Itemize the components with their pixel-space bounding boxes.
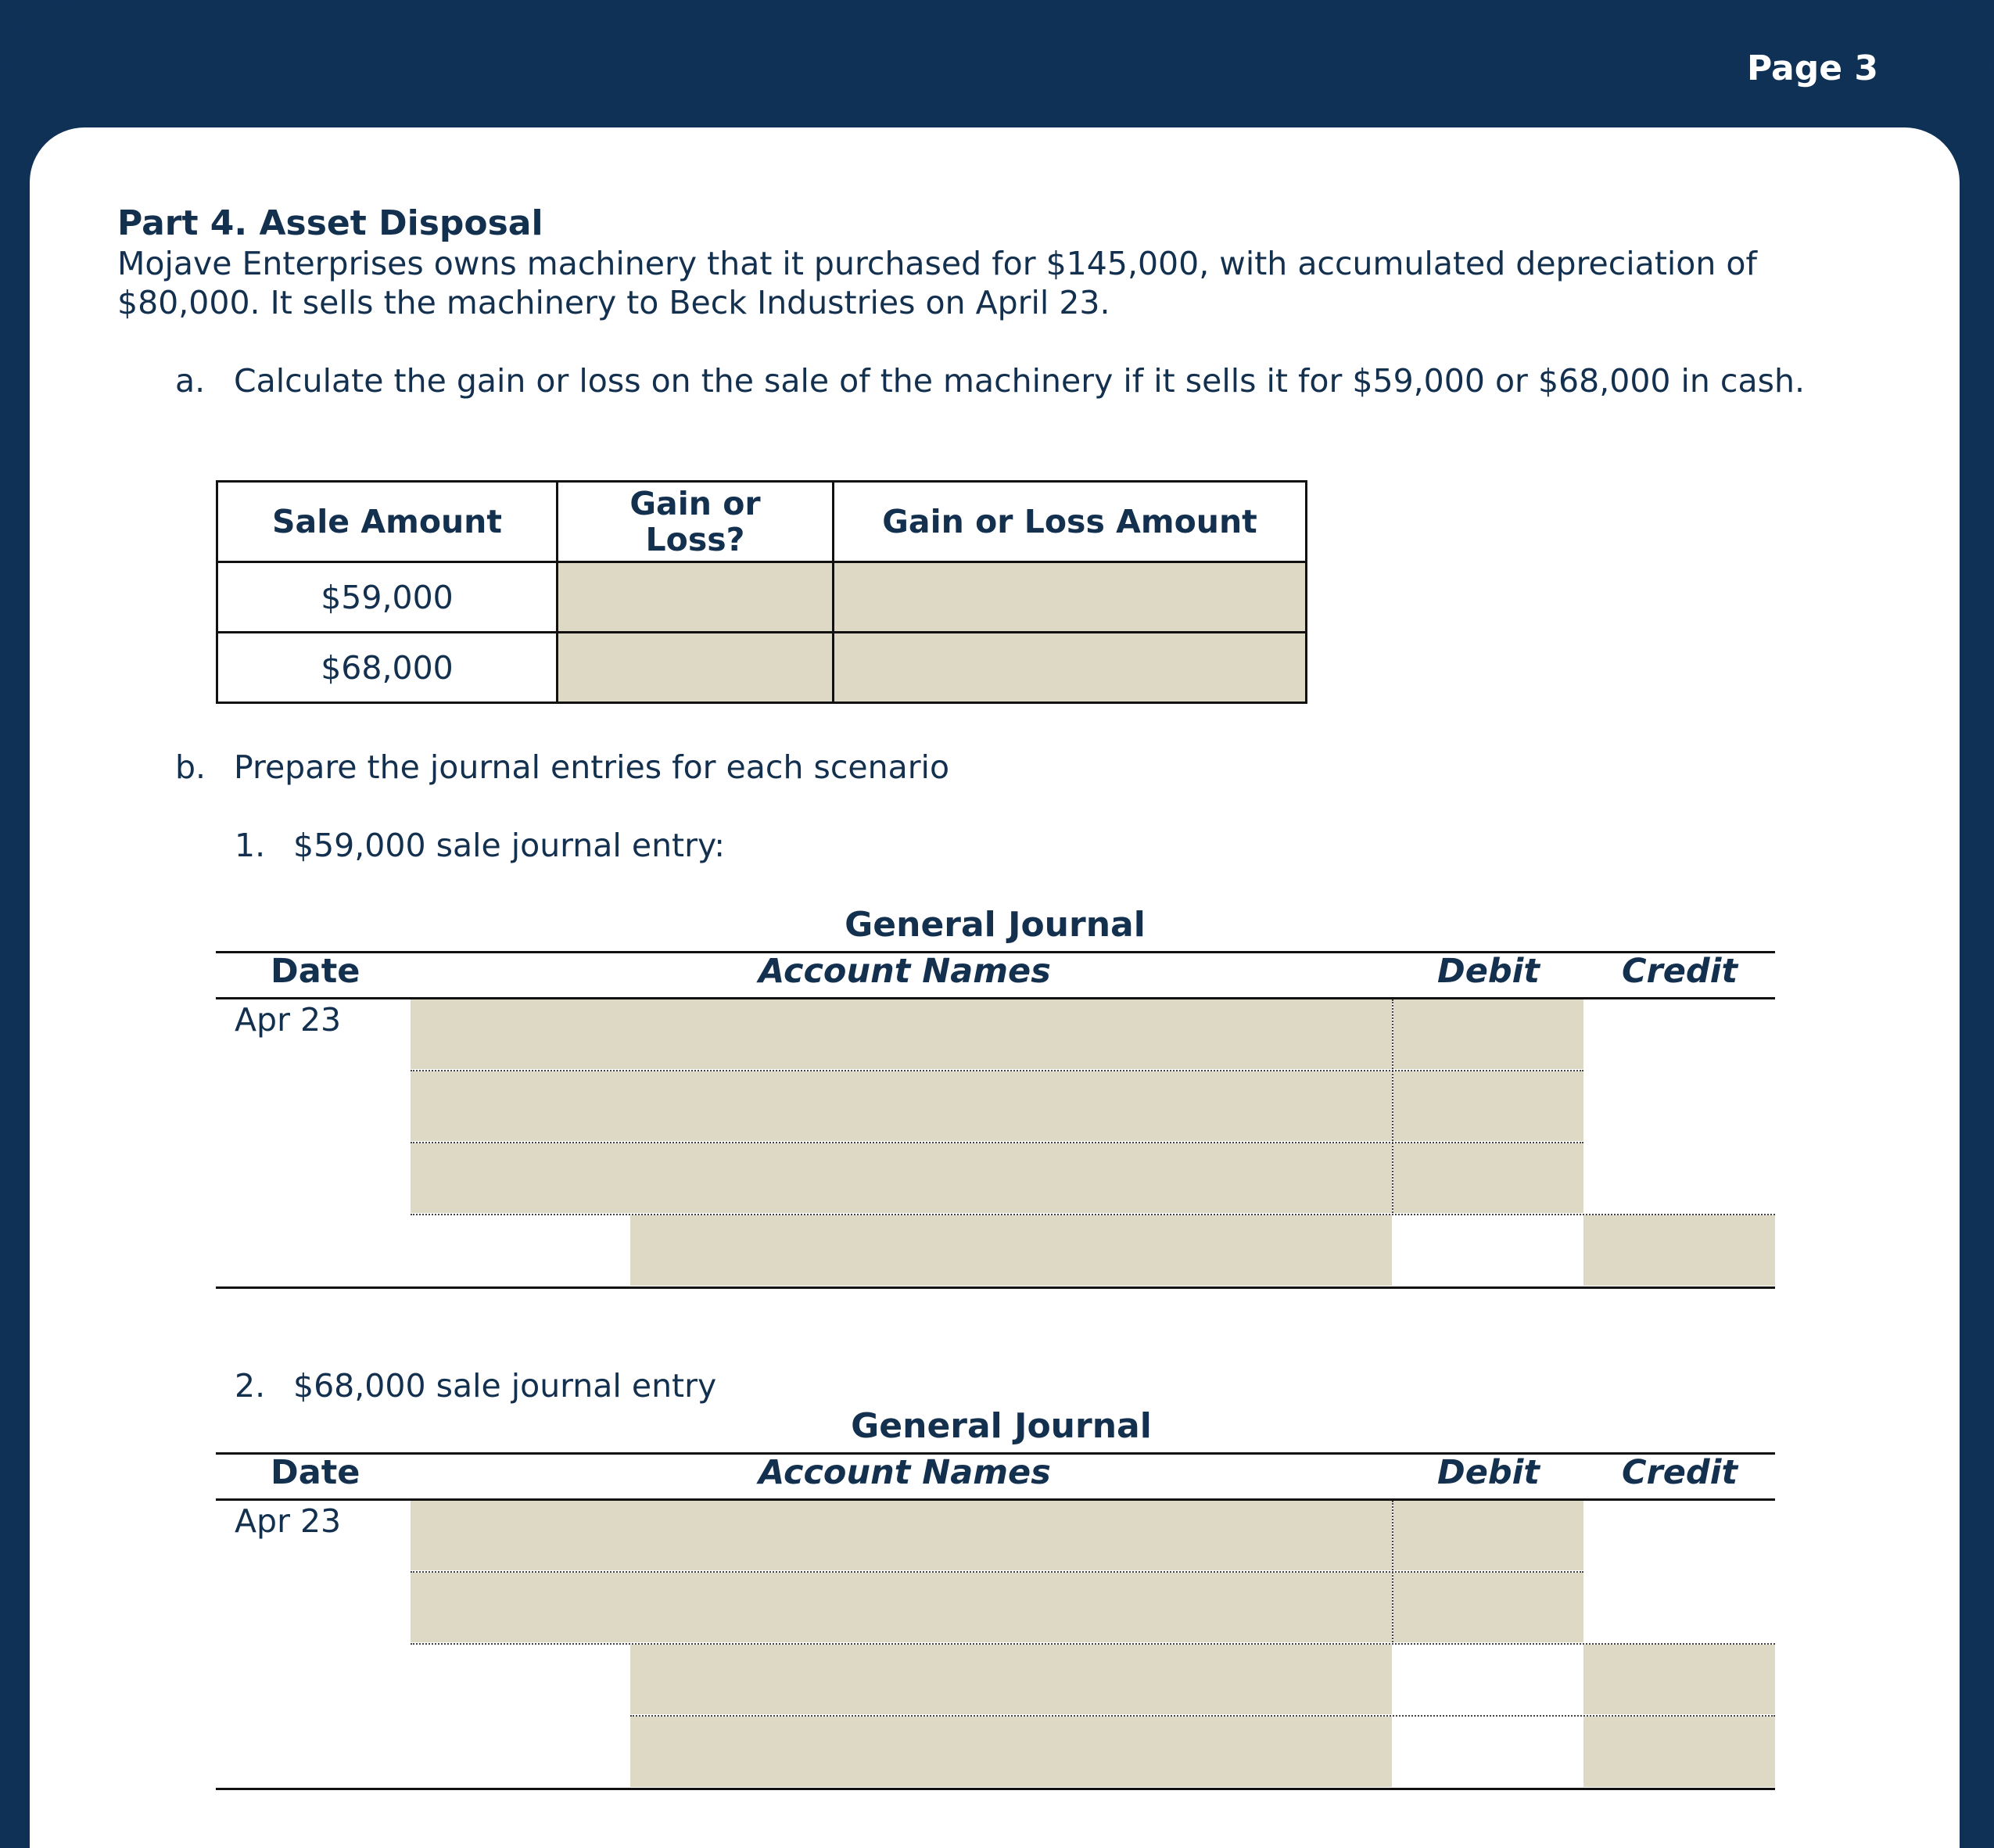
sale-amount-cell: $68,000 bbox=[217, 633, 558, 703]
journal-2-account-input[interactable] bbox=[630, 1717, 1392, 1787]
journal-1-account-input[interactable] bbox=[411, 1143, 1392, 1213]
journal-1-caption bbox=[235, 827, 725, 864]
journal-1-title: General Journal bbox=[845, 905, 1146, 945]
journal-2-caption-text: $68,000 sale journal entry bbox=[293, 1367, 717, 1405]
journal-2-credit-input[interactable] bbox=[1583, 1717, 1775, 1787]
journal-1-accounts-header: Account Names bbox=[759, 952, 1051, 991]
journal-2-accounts-header: Account Names bbox=[759, 1453, 1051, 1492]
journal-1-caption-text: $59,000 sale journal entry: bbox=[293, 827, 726, 864]
problem-intro bbox=[117, 244, 1916, 322]
journal-1-marker: 1. bbox=[235, 827, 266, 864]
journal-2-column-divider bbox=[1392, 1501, 1393, 1642]
header-sale-amount: Sale Amount bbox=[217, 482, 558, 562]
page-number: Page 3 bbox=[1746, 48, 1878, 88]
journal-2-date: Apr 23 bbox=[235, 1502, 342, 1540]
journal-1-date-header: Date bbox=[271, 952, 360, 991]
gain-loss-amount-input[interactable] bbox=[834, 562, 1307, 633]
journal-2-row-divider bbox=[411, 1643, 1775, 1645]
journal-1-debit-input[interactable] bbox=[1393, 999, 1583, 1069]
intro-line-2: $80,000. It sells the machinery to Beck Industries on April 23. bbox=[117, 284, 1110, 321]
journal-2-row-divider bbox=[630, 1715, 1775, 1717]
journal-2-debit-header: Debit bbox=[1437, 1453, 1540, 1492]
journal-2-row-divider bbox=[411, 1571, 1583, 1573]
journal-1-row-divider bbox=[411, 1214, 1775, 1215]
journal-1-debit-header: Debit bbox=[1437, 952, 1540, 991]
journal-1-bottom-rule bbox=[216, 1286, 1775, 1289]
journal-2-caption bbox=[235, 1367, 716, 1405]
step-a-marker: a. bbox=[175, 362, 206, 400]
step-b-text: Prepare the journal entries for each scenario bbox=[234, 748, 950, 786]
journal-2-title: General Journal bbox=[851, 1406, 1152, 1446]
journal-1-account-input[interactable] bbox=[411, 1071, 1392, 1141]
step-a bbox=[175, 362, 1805, 400]
step-b bbox=[175, 748, 949, 786]
header-gain-or-loss: Gain or Loss? bbox=[558, 482, 834, 562]
journal-1-row-divider bbox=[411, 1142, 1583, 1143]
journal-2-account-input[interactable] bbox=[411, 1501, 1392, 1570]
gain-or-loss-input[interactable] bbox=[558, 633, 834, 703]
journal-2-credit-header: Credit bbox=[1622, 1453, 1738, 1492]
journal-1-debit-input[interactable] bbox=[1393, 1071, 1583, 1141]
journal-2-bottom-rule bbox=[216, 1788, 1775, 1790]
journal-2-marker: 2. bbox=[235, 1367, 266, 1405]
journal-1-row-divider bbox=[411, 1070, 1583, 1071]
journal-2-account-input[interactable] bbox=[630, 1645, 1392, 1714]
journal-1-debit-input[interactable] bbox=[1393, 1143, 1583, 1213]
journal-2-account-input[interactable] bbox=[411, 1573, 1392, 1642]
intro-line-1: Mojave Enterprises owns machinery that it purchased for $145,000, with accumulated depreciation of bbox=[117, 245, 1757, 282]
step-a-text: Calculate the gain or loss on the sale of the machinery if it sells it for $59,000 or $68,000 in cash. bbox=[234, 362, 1805, 400]
table-header-row bbox=[217, 482, 1307, 562]
sale-amount-cell: $59,000 bbox=[217, 562, 558, 633]
header-gain-loss-amount: Gain or Loss Amount bbox=[834, 482, 1307, 562]
journal-2-debit-input[interactable] bbox=[1393, 1573, 1583, 1642]
journal-1-account-input[interactable] bbox=[630, 1215, 1392, 1286]
journal-1-credit-input[interactable] bbox=[1583, 1215, 1775, 1286]
journal-2-credit-input[interactable] bbox=[1583, 1645, 1775, 1714]
step-b-marker: b. bbox=[175, 748, 206, 786]
gain-loss-table bbox=[216, 480, 1307, 704]
gain-loss-amount-input[interactable] bbox=[834, 633, 1307, 703]
journal-1-account-input[interactable] bbox=[411, 999, 1392, 1069]
gain-or-loss-input[interactable] bbox=[558, 562, 834, 633]
journal-1-credit-header: Credit bbox=[1622, 952, 1738, 991]
journal-2-date-header: Date bbox=[271, 1453, 360, 1492]
part-title: Part 4. Asset Disposal bbox=[117, 203, 543, 243]
journal-1-date: Apr 23 bbox=[235, 1001, 342, 1039]
table-row bbox=[217, 562, 1307, 633]
table-row bbox=[217, 633, 1307, 703]
journal-2-debit-input[interactable] bbox=[1393, 1501, 1583, 1570]
journal-1-column-divider bbox=[1392, 999, 1393, 1213]
